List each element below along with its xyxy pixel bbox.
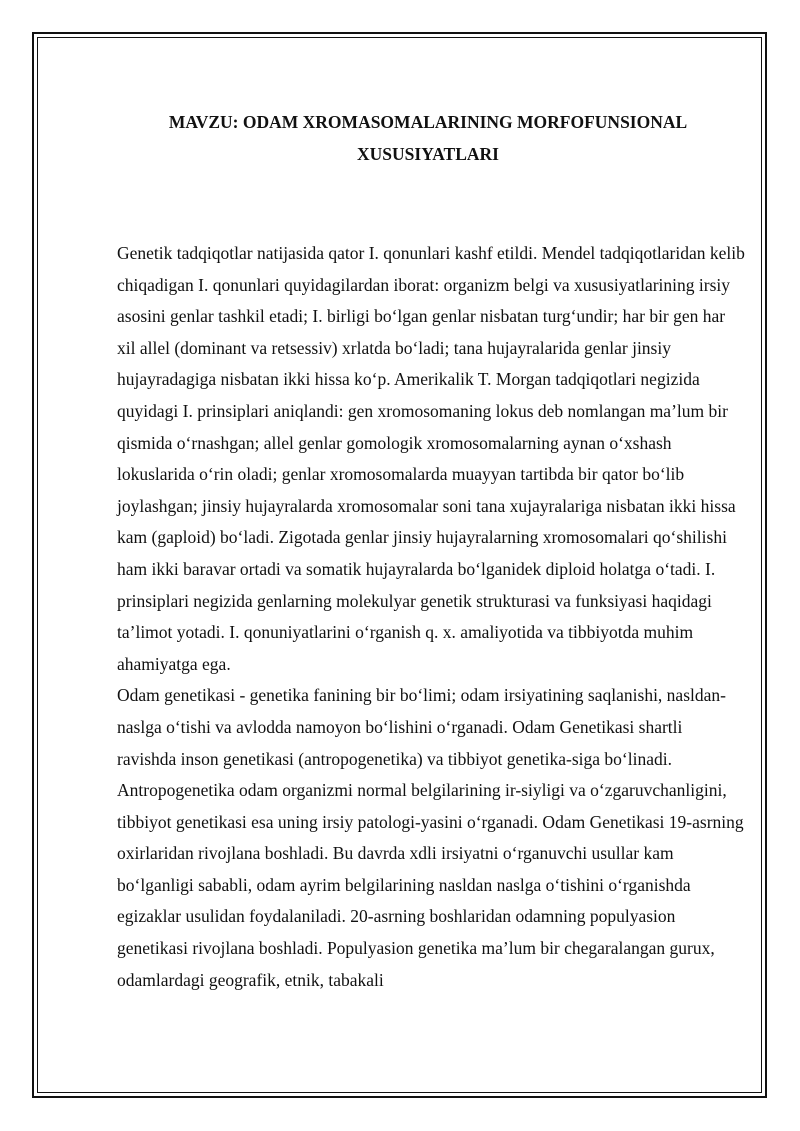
document-title-line-1: MAVZU: ODAM XROMASOMALARINING MORFOFUNSIONAL [168,112,688,132]
paragraph-1: Genetik tadqiqotlar natijasida qator I. qonunlari kashf etildi. Mendel tadqiqotlaridan kelib chiqadigan I. qonunlari quyidagilardan iborat: organizm belgi va xususiyatlarining irsiy asosini genlar tashkil etadi; I. birligi bo‘lgan genlar nisbatan turg‘undir; har bir gen har xil allel (dominant va retsessiv) xrlatda bo‘ladi; tana hujayralarida genlar jinsiy hujayradagiga nisbatan ikki hissa ko‘p. Amerikalik T. Morgan tadqiqotlari negizida quyidagi I. prinsiplari aniqlandi: gen xromosomaning lokus deb nomlangan ma’lum bir qismida o‘rnashgan; allel genlar gomologik xromosomalarning aynan o‘xshash lokuslarida o‘rin oladi; genlar xromosomalarda muayyan tartibda bir qator bo‘lib joylashgan; jinsiy hujayralarda xromosomalar soni tana xujayralariga nisbatan ikki hissa kam (gaploid) bo‘ladi. Zigotada genlar jinsiy hujayralarning xromosomalari qo‘shilishi ham ikki baravar ortadi va somatik hujayralarda bo‘lganidek diploid holatga o‘tadi. I. prinsiplari negizida genlarning molekulyar genetik strukturasi va funksiyasi haqidagi ta’limot yotadi. I. qonuniyatlarini o‘rganish q. x. amaliyotida va tibbiyotda muhim ahamiyatga ega. [117,243,745,674]
document-title-line-2: XUSUSIYATLARI [357,144,499,164]
document-body [117,238,745,996]
paragraph-2: Odam genetikasi - genetika fanining bir bo‘limi; odam irsiyatining saqlanishi, nasldan-naslga o‘tishi va avlodda namoyon bo‘lishini o‘rganadi. Odam Genetikasi shartli ravishda inson genetikasi (antropogenetika) va tibbiyot genetika-siga bo‘linadi. Antropogenetika odam organizmi normal belgilarining ir-siyligi va o‘zgaruvchanligini, tibbiyot genetikasi esa uning irsiy patologi-yasini o‘rganadi. Odam Genetikasi 19-asrning oxirlaridan rivojlana boshladi. Bu davrda xdli irsiyatni o‘rganuvchi usullar kam bo‘lganligi sababli, odam ayrim belgilarining nasldan naslga o‘tishini o‘rganishda egizaklar usulidan foydalaniladi. 20-asrning boshlaridan odamning populyasion genetikasi rivojlana boshladi. Populyasion genetika ma’lum bir chegaralangan gurux, odamlardagi geografik, etnik, tabakali [117,685,744,990]
document-title [118,106,738,170]
